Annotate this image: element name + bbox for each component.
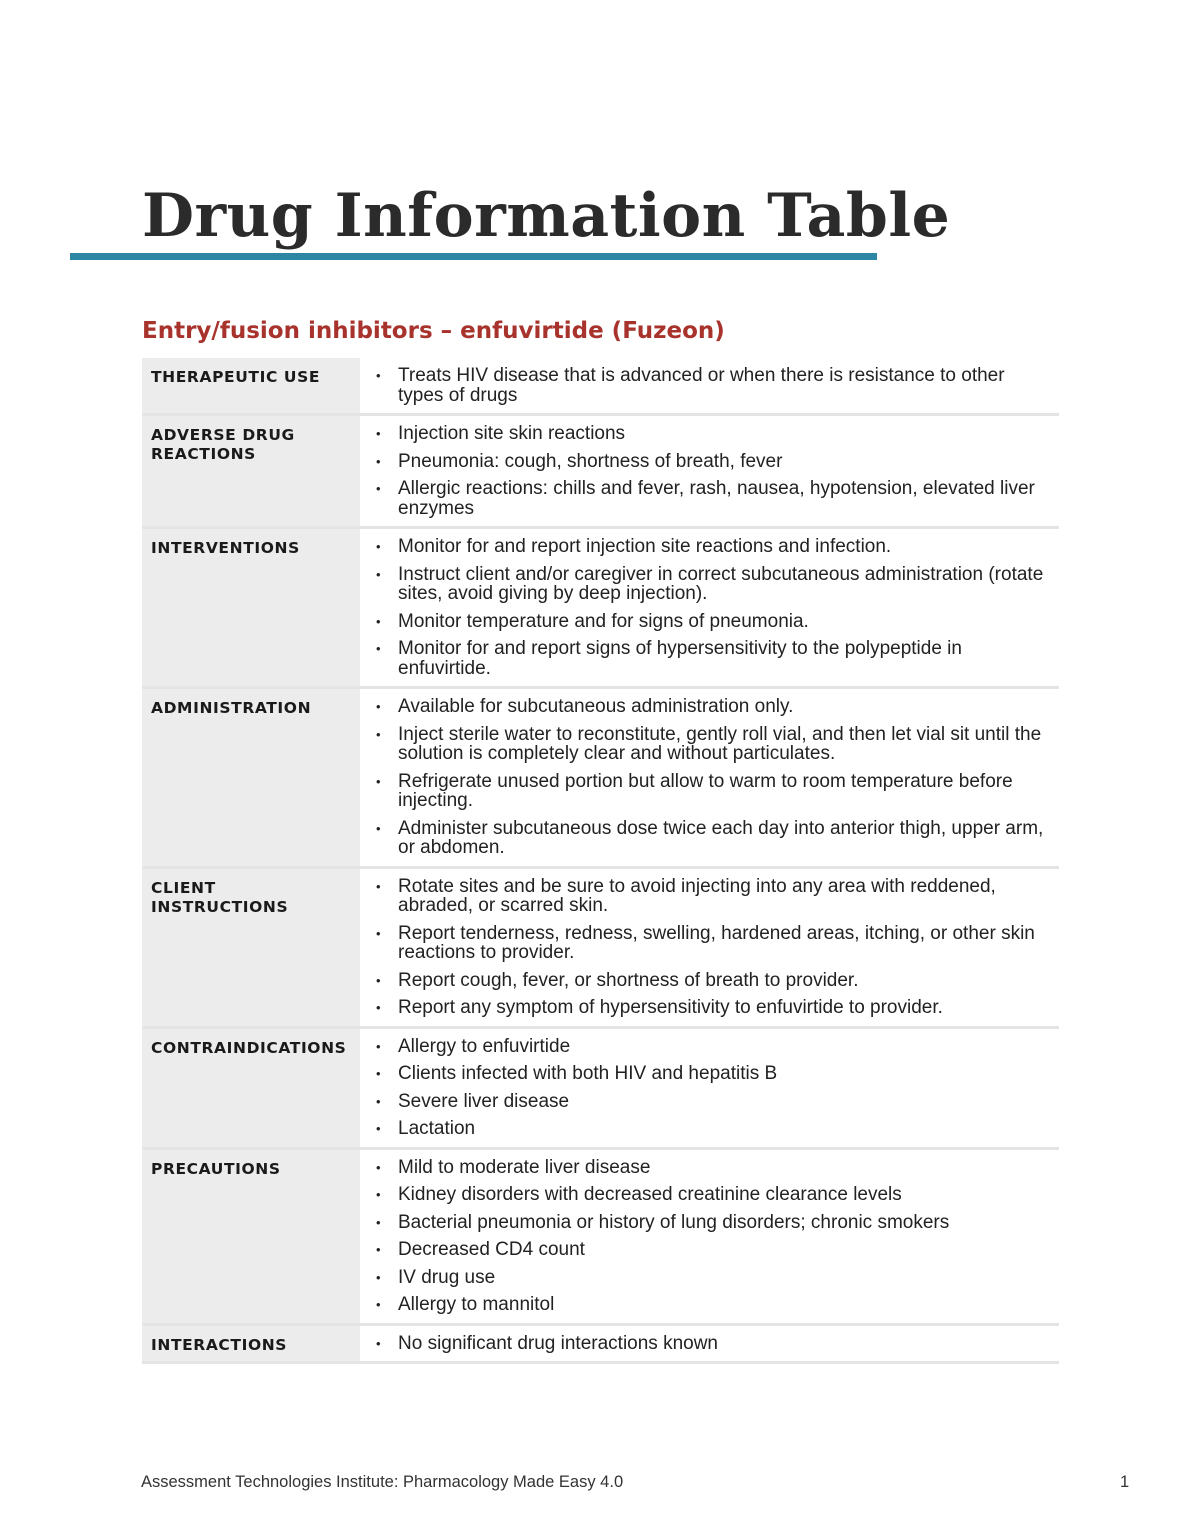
list-item-text: No significant drug interactions known <box>398 1332 719 1354</box>
bullet-icon: • <box>376 453 381 469</box>
list-item-text: Report cough, fever, or shortness of breath to provider. <box>398 969 859 991</box>
page-number: 1 <box>1120 1473 1130 1491</box>
row-content <box>364 689 1059 866</box>
table-row <box>142 416 1059 529</box>
list-item <box>374 819 1055 858</box>
row-content <box>364 1150 1059 1323</box>
list-item-text: Bacterial pneumonia or history of lung disorders; chronic smokers <box>398 1211 950 1233</box>
bullet-list <box>374 537 1055 678</box>
list-item <box>374 639 1055 678</box>
list-item <box>374 1158 1055 1178</box>
bullet-icon: • <box>376 1214 381 1230</box>
list-item-text: Allergy to enfuvirtide <box>398 1035 571 1057</box>
list-item-text: Pneumonia: cough, shortness of breath, fever <box>398 450 783 472</box>
list-item <box>374 537 1055 557</box>
row-label: INTERACTIONS <box>142 1326 360 1362</box>
list-item <box>374 1185 1055 1205</box>
list-item <box>374 725 1055 764</box>
bullet-icon: • <box>376 426 381 441</box>
row-content <box>364 1326 1059 1362</box>
list-item-text: Monitor for and report signs of hypersensitivity to the polypeptide in enfuvirtide. <box>398 638 962 679</box>
list-item-text: Injection site skin reactions <box>398 423 626 444</box>
list-item-text: Kidney disorders with decreased creatinine clearance levels <box>398 1184 902 1205</box>
list-item-text: Rotate sites and be sure to avoid injecting into any area with reddened, abraded, or scarred skin. <box>398 875 996 916</box>
list-item-text: Inject sterile water to reconstitute, gently roll vial, and then let vial sit until the solution is completely clear and without particulates. <box>398 723 1042 764</box>
row-label: INTERVENTIONS <box>142 529 360 686</box>
list-item <box>374 1064 1055 1084</box>
list-item-text: Allergy to mannitol <box>398 1294 555 1315</box>
list-item-text: Allergic reactions: chills and fever, rash, nausea, hypotension, elevated liver enzymes <box>398 478 1035 519</box>
list-item <box>374 1334 1055 1354</box>
list-item-text: Monitor for and report injection site reactions and infection. <box>398 536 892 557</box>
bullet-icon: • <box>376 820 381 836</box>
list-item-text: Severe liver disease <box>398 1090 570 1112</box>
bullet-icon: • <box>376 481 381 496</box>
table-row <box>142 689 1059 869</box>
bullet-icon: • <box>376 878 381 894</box>
list-item-text: Lactation <box>398 1118 476 1139</box>
list-item <box>374 1240 1055 1260</box>
table-row <box>142 1150 1059 1326</box>
bullet-list <box>374 877 1055 1018</box>
bullet-icon: • <box>376 1038 381 1054</box>
list-item <box>374 1268 1055 1288</box>
bullet-list <box>374 1334 1055 1354</box>
bullet-icon: • <box>376 1066 381 1081</box>
list-item-text: Instruct client and/or caregiver in correct subcutaneous administration (rotate sites, avoid giving by deep injection). <box>398 563 1044 604</box>
bullet-list <box>374 366 1055 405</box>
row-content <box>364 416 1059 526</box>
list-item <box>374 1295 1055 1315</box>
page-title: Drug Information Table <box>142 181 951 251</box>
bullet-icon: • <box>376 1093 381 1109</box>
list-item-text: Report any symptom of hypersensitivity to enfuvirtide to provider. <box>398 997 943 1018</box>
list-item-text: IV drug use <box>398 1266 496 1288</box>
list-item <box>374 998 1055 1018</box>
list-item <box>374 366 1055 405</box>
bullet-icon: • <box>376 368 381 383</box>
bullet-list <box>374 697 1055 858</box>
list-item <box>374 479 1055 518</box>
row-content <box>364 358 1059 413</box>
list-item-text: Treats HIV disease that is advanced or when there is resistance to other types of drugs <box>398 365 1005 406</box>
row-label: CLIENT INSTRUCTIONS <box>142 869 360 1026</box>
list-item <box>374 1092 1055 1112</box>
list-item <box>374 971 1055 991</box>
table-row <box>142 1029 1059 1150</box>
drug-information-table <box>142 358 1059 1364</box>
bullet-icon: • <box>376 726 381 742</box>
row-label: ADVERSE DRUG REACTIONS <box>142 416 360 526</box>
list-item-text: Report tenderness, redness, swelling, hardened areas, itching, or other skin reactions to provider. <box>398 922 1035 963</box>
bullet-icon: • <box>376 699 381 714</box>
bullet-icon: • <box>376 1187 381 1202</box>
list-item-text: Decreased CD4 count <box>398 1239 585 1260</box>
list-item <box>374 772 1055 811</box>
table-row <box>142 1326 1059 1365</box>
list-item <box>374 565 1055 604</box>
bullet-list <box>374 424 1055 518</box>
bullet-icon: • <box>376 1159 381 1175</box>
table-row <box>142 529 1059 689</box>
bullet-icon: • <box>376 925 381 941</box>
footer-text: Assessment Technologies Institute: Pharmacology Made Easy 4.0 <box>141 1473 624 1491</box>
bullet-icon: • <box>376 1242 381 1257</box>
list-item <box>374 612 1055 632</box>
bullet-icon: • <box>376 641 381 656</box>
row-content <box>364 869 1059 1026</box>
bullet-list <box>374 1037 1055 1139</box>
row-content <box>364 529 1059 686</box>
table-row <box>142 358 1059 416</box>
bullet-icon: • <box>376 1121 381 1136</box>
list-item <box>374 697 1055 717</box>
row-label: CONTRAINDICATIONS <box>142 1029 360 1147</box>
section-heading: Entry/fusion inhibitors – enfuvirtide (Fuzeon) <box>142 318 725 344</box>
bullet-icon: • <box>376 1000 381 1015</box>
list-item <box>374 1037 1055 1057</box>
list-item-text: Monitor temperature and for signs of pneumonia. <box>398 610 809 632</box>
row-label: PRECAUTIONS <box>142 1150 360 1323</box>
list-item-text: Clients infected with both HIV and hepatitis B <box>398 1063 778 1084</box>
bullet-icon: • <box>376 1297 381 1312</box>
bullet-icon: • <box>376 539 381 554</box>
bullet-icon: • <box>376 1269 381 1285</box>
list-item-text: Refrigerate unused portion but allow to warm to room temperature before injecting. <box>398 770 1013 811</box>
list-item <box>374 1213 1055 1233</box>
list-item <box>374 424 1055 444</box>
bullet-icon: • <box>376 1335 381 1351</box>
bullet-icon: • <box>376 972 381 988</box>
list-item <box>374 924 1055 963</box>
title-underline <box>70 253 877 260</box>
table-row <box>142 869 1059 1029</box>
row-label: THERAPEUTIC USE <box>142 358 360 413</box>
list-item-text: Mild to moderate liver disease <box>398 1156 651 1178</box>
list-item-text: Administer subcutaneous dose twice each day into anterior thigh, upper arm, or abdomen. <box>398 817 1044 858</box>
bullet-icon: • <box>376 613 381 629</box>
bullet-icon: • <box>376 566 381 582</box>
row-content <box>364 1029 1059 1147</box>
list-item <box>374 452 1055 472</box>
list-item <box>374 1119 1055 1139</box>
list-item-text: Available for subcutaneous administration only. <box>398 696 794 717</box>
row-label: ADMINISTRATION <box>142 689 360 866</box>
list-item <box>374 877 1055 916</box>
bullet-list <box>374 1158 1055 1315</box>
bullet-icon: • <box>376 773 381 789</box>
